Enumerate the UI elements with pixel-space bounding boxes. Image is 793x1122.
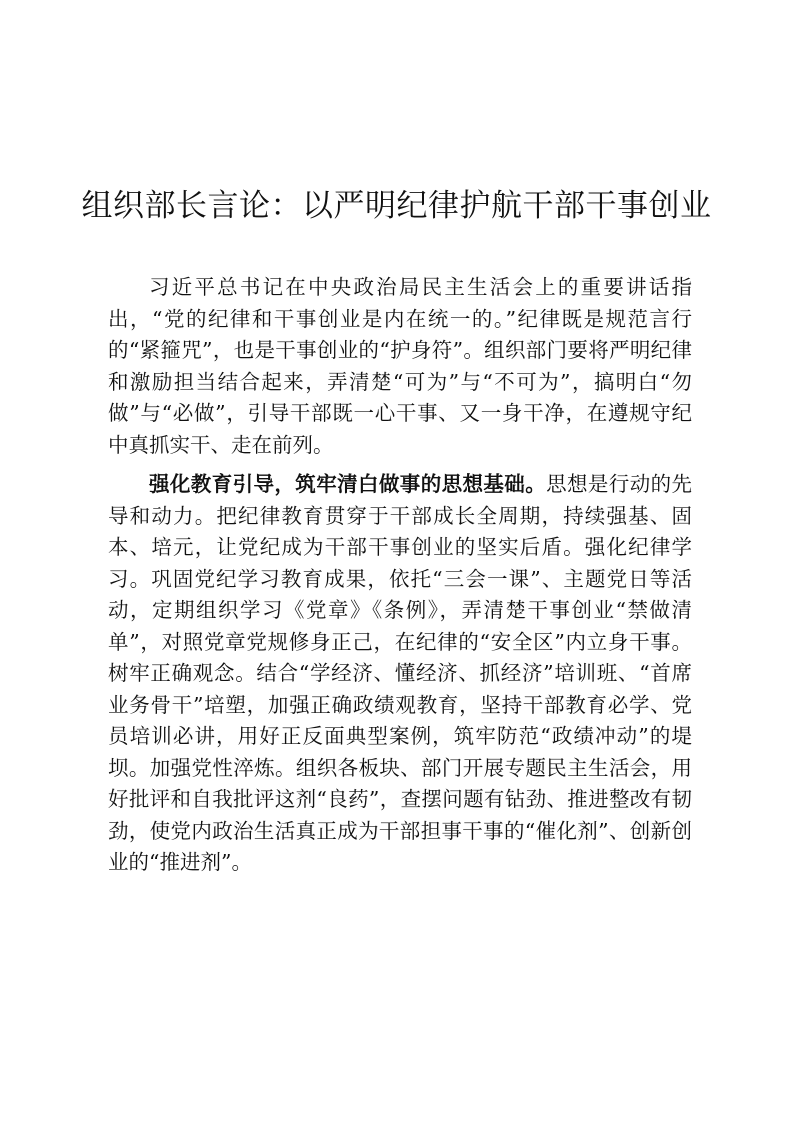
paragraph-education (108, 469, 692, 879)
paragraph-intro-text: 习近平总书记在中央政治局民主生活会上的重要讲话指出，“党的纪律和干事创业是内在统一的。”纪律既是规范言行的“紧箍咒”，也是干事创业的“护身符”。组织部门要将严明纪律和激励担当结合起来，弄清楚“可为”与“不可为”，搞明白“勿做”与“必做”，引导干部既一心干事、又一身干净，在遵规守纪中真抓实干、走在前列。 (108, 275, 692, 457)
paragraph-education-text: 思想是行动的先导和动力。把纪律教育贯穿于干部成长全周期，持续强基、固本、培元，让党纪成为干部干事创业的坚实后盾。强化纪律学习。巩固党纪学习教育成果，依托“三会一课”、主题党日等活动，定期组织学习《党章》《条例》，弄清楚干事创业“禁做清单”，对照党章党规修身正己，在纪律的“安全区”内立身干事。树牢正确观念。结合“学经济、懂经济、抓经济”培训班、“首席业务骨干”培塑，加强正确政绩观教育，坚持干部教育必学、党员培训必讲，用好正反面典型案例，筑牢防范“政绩冲动”的堤坝。加强党性淬炼。组织各板块、部门开展专题民主生活会，用好批评和自我批评这剂“良药”，查摆问题有钻劲、推进整改有韧劲，使党内政治生活真正成为干部担事干事的“催化剂”、创新创业的“推进剂”。 (108, 472, 693, 874)
article-body (108, 272, 692, 879)
page-title: 组织部长言论：以严明纪律护航干部干事创业 (81, 188, 712, 224)
paragraph-intro (108, 272, 692, 461)
section-heading-education: 强化教育引导，筑牢清白做事的思想基础。 (149, 472, 547, 496)
